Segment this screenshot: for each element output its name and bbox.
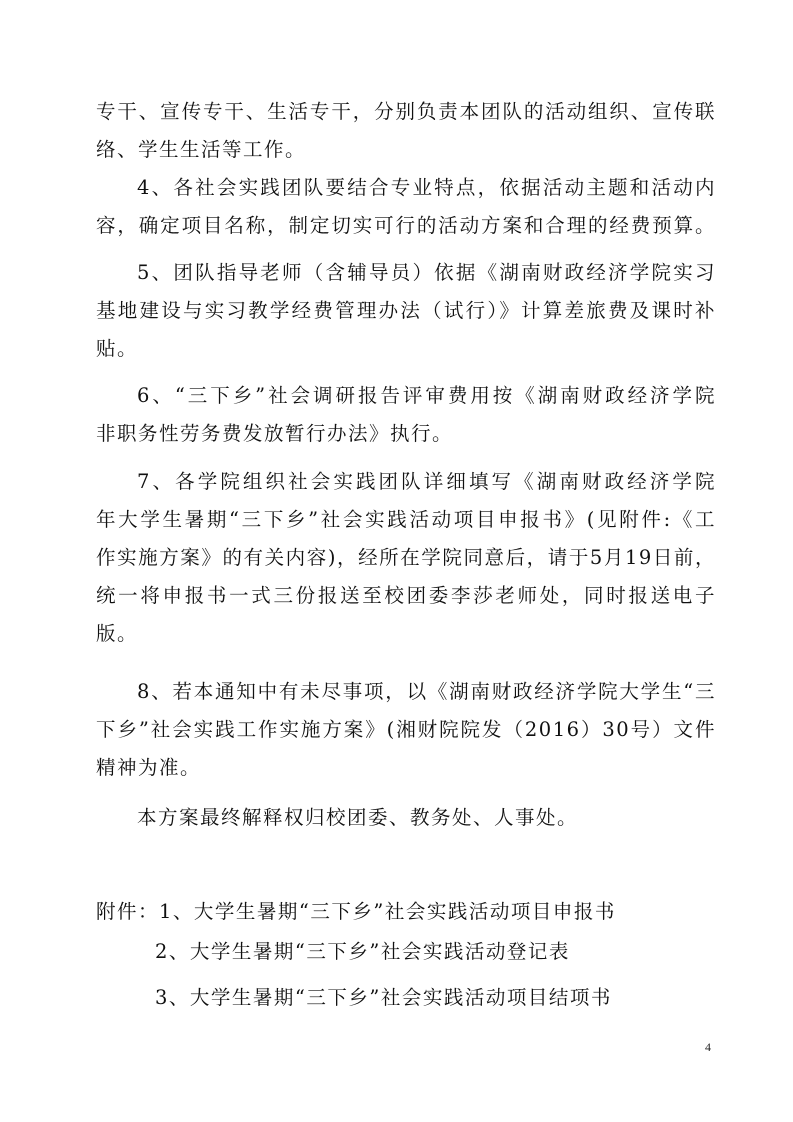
final-statement: 本方案最终解释权归校团委、教务处、人事处。 xyxy=(137,806,579,829)
paragraph-7-line: 年大学生暑期“三下乡”社会实践活动项目申报书》(见附件:《工 xyxy=(96,508,716,531)
paragraph-7-line: 7、各学院组织社会实践团队详细填写《湖南财政经济学院 xyxy=(137,470,716,493)
attachments-label: 附件： xyxy=(96,900,160,923)
paragraph-4-line: 容，确定项目名称，制定切实可行的活动方案和合理的经费预算。 xyxy=(96,214,716,237)
paragraph-7-line: 作实施方案》的有关内容)，经所在学院同意后，请于5月19日前， xyxy=(96,546,716,569)
attachment-item: 2、大学生暑期“三下乡”社会实践活动登记表 xyxy=(155,940,570,963)
attachments-block xyxy=(96,900,616,924)
paragraph-6-line: 6、“三下乡”社会调研报告评审费用按《湖南财政经济学院 xyxy=(137,384,716,407)
attachment-item: 1、大学生暑期“三下乡”社会实践活动项目申报书 xyxy=(159,900,616,923)
paragraph-7-line: 版。 xyxy=(96,622,139,645)
paragraph-5-line: 5、团队指导老师（含辅导员）依据《湖南财政经济学院实习 xyxy=(137,261,716,284)
paragraph-line: 络、学生生活等工作。 xyxy=(96,138,307,161)
paragraph-8-line: 下乡”社会实践工作实施方案》(湘财院院发（2016）30号）文件 xyxy=(96,718,716,741)
attachment-item: 3、大学生暑期“三下乡”社会实践活动项目结项书 xyxy=(155,986,612,1009)
paragraph-8-line: 8、若本通知中有未尽事项，以《湖南财政经济学院大学生“三 xyxy=(137,680,716,703)
paragraph-4-line: 4、各社会实践团队要结合专业特点，依据活动主题和活动内 xyxy=(137,176,716,199)
paragraph-line: 专干、宣传专干、生活专干，分别负责本团队的活动组织、宣传联 xyxy=(96,100,716,123)
page-number: 4 xyxy=(705,1040,711,1054)
paragraph-5-line: 基地建设与实习教学经费管理办法（试行）》计算差旅费及课时补 xyxy=(96,299,716,322)
paragraph-6-line: 非职务性劳务费发放暂行办法》执行。 xyxy=(96,422,454,445)
paragraph-7-line: 统一将申报书一式三份报送至校团委李莎老师处，同时报送电子 xyxy=(96,584,716,607)
paragraph-8-line: 精神为准。 xyxy=(96,756,202,779)
paragraph-5-line: 贴。 xyxy=(96,337,139,360)
